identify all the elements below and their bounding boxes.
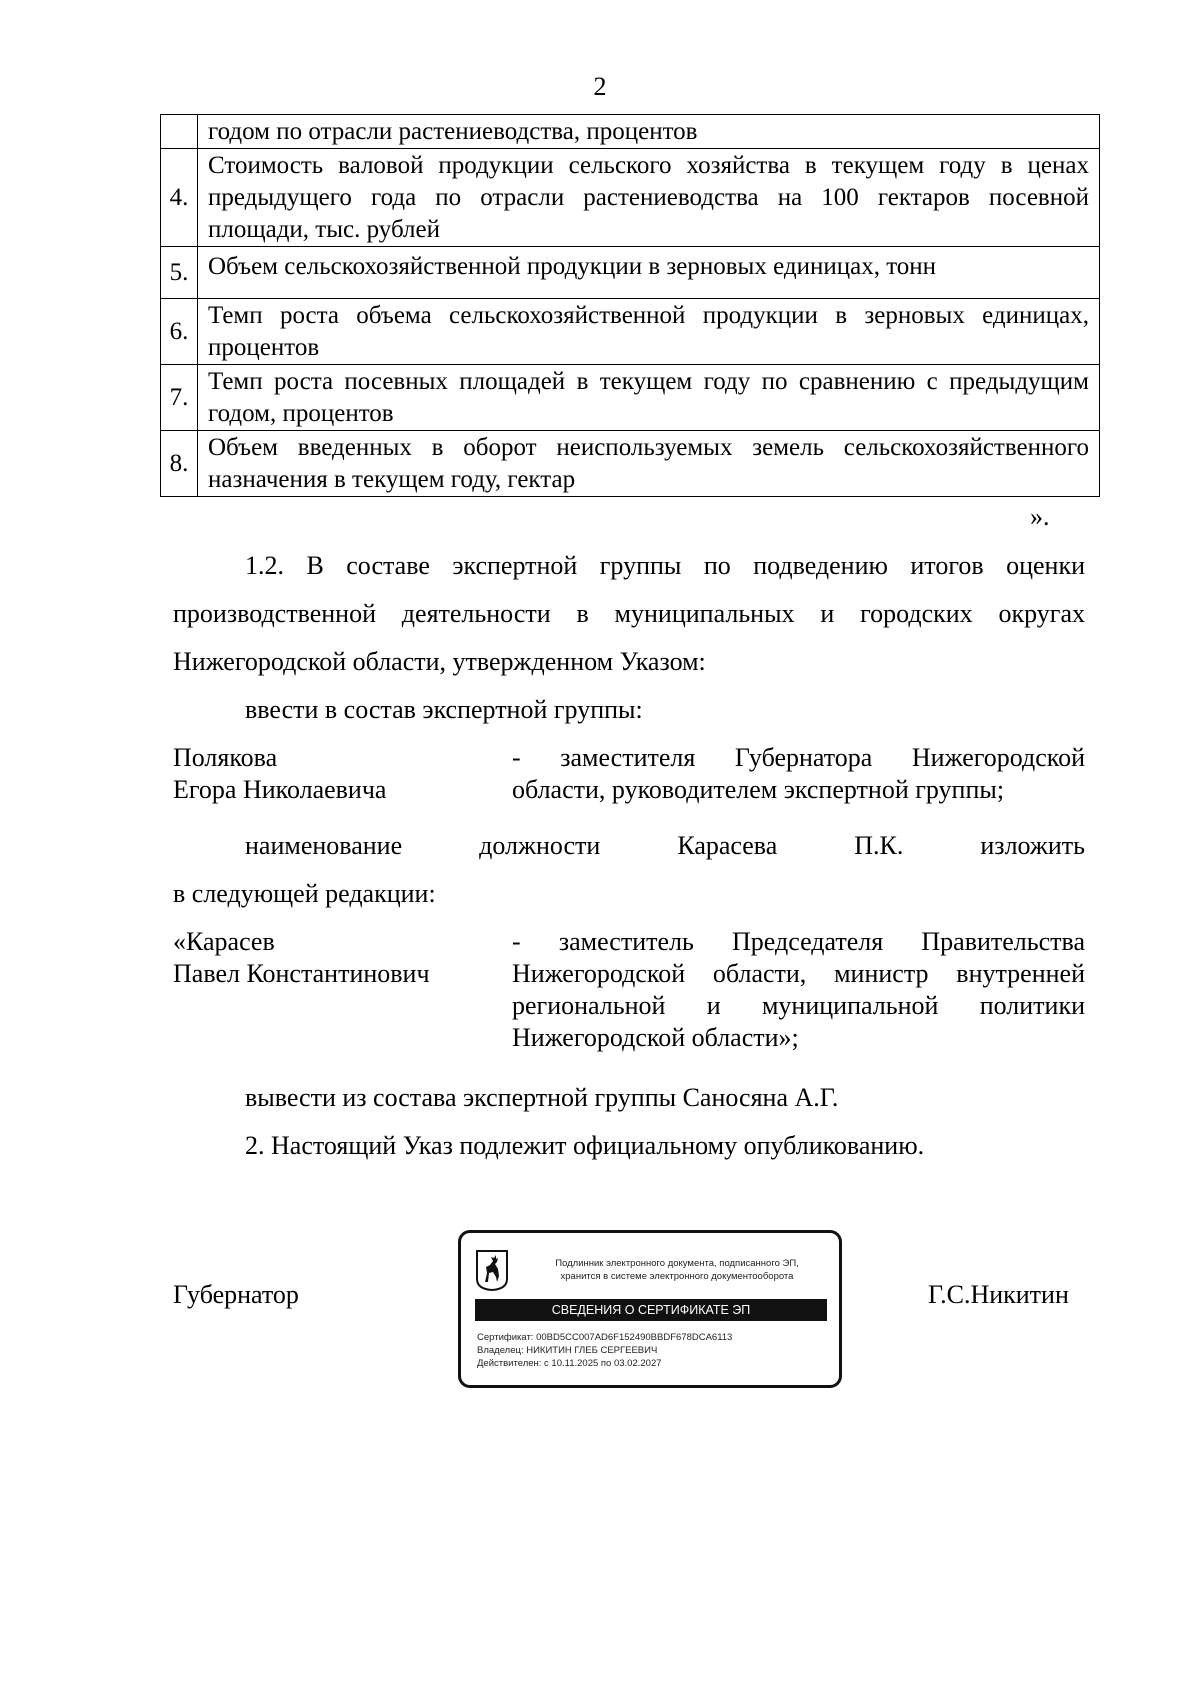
indicators-table [160,114,1100,497]
row-text: Объем сельскохозяйственной продукции в зерновых единицах, тонн [198,247,1100,299]
person-entry [173,926,1085,1054]
stamp-note: Подлинник электронного документа, подписанного ЭП, хранится в системе электронного документооборота [555,1258,799,1282]
row-text: Объем введенных в оборот неиспользуемых земель сельскохозяйственного назначения в текущем году, гектар [198,431,1100,497]
row-number: 4. [161,149,198,247]
stamp-certificate: Сертификат: 00BD5CC007AD6F152490BBDF678DCA6113 [477,1332,733,1343]
table-row [161,299,1100,365]
electronic-signature-stamp [458,1230,842,1388]
row-text: Темп роста посевных площадей в текущем году по сравнению с предыдущим годом, процентов [198,365,1100,431]
table-row [161,431,1100,497]
page-number: 2 [593,72,607,101]
table-closing-quote: ». [1030,502,1050,531]
person-entry [173,742,1085,806]
row-text: Темп роста объема сельскохозяйственной продукции в зерновых единицах, процентов [198,299,1100,365]
row-number: 7. [161,365,198,431]
paragraph-remove-member: вывести из состава экспертной группы Саносяна А.Г. [245,1083,839,1112]
deer-emblem-icon [475,1249,509,1291]
paragraph-publication: 2. Настоящий Указ подлежит официальному опубликованию. [245,1131,925,1160]
row-number [161,115,198,149]
table-row [161,247,1100,299]
row-number: 5. [161,247,198,299]
row-number: 6. [161,299,198,365]
person-role: - заместителя Губернатора Нижегородской области, руководителем экспертной группы; [512,743,1085,804]
person-name: Полякова Егора Николаевича [173,743,387,804]
person-role: - заместитель Председателя Правительства Нижегородской области, министр внутренней региональной и муниципальной политики Нижегородской области»; [512,927,1085,1052]
paragraph-expert-group: 1.2. В составе экспертной группы по подведению итогов оценки производственной деятельности в муниципальных и городских округах Нижегородской области, утвержденном Указом: [173,551,1085,676]
signature-title: Губернатор [173,1280,299,1309]
table-row [161,149,1100,247]
table-row [161,365,1100,431]
row-number: 8. [161,431,198,497]
row-text: Стоимость валовой продукции сельского хозяйства в текущем году в ценах предыдущего года по отрасли растениеводства на 100 гектаров посевной площади, тыс. рублей [198,149,1100,247]
paragraph-add-members: ввести в состав экспертной группы: [245,695,643,724]
paragraph-rename-position-cont: в следующей редакции: [173,879,436,908]
stamp-header: СВЕДЕНИЯ О СЕРТИФИКАТЕ ЭП [475,1299,827,1321]
paragraph-rename-position: наименование должности Карасева П.К. изложить [245,831,1085,860]
stamp-validity: Действителен: с 10.11.2025 по 03.02.2027 [477,1358,662,1369]
signature-name: Г.С.Никитин [928,1280,1069,1309]
stamp-owner: Владелец: НИКИТИН ГЛЕБ СЕРГЕЕВИЧ [477,1345,658,1356]
person-name: «Карасев Павел Константинович [173,927,430,988]
row-text: годом по отрасли растениеводства, процентов [198,115,1100,149]
table-row [161,115,1100,149]
